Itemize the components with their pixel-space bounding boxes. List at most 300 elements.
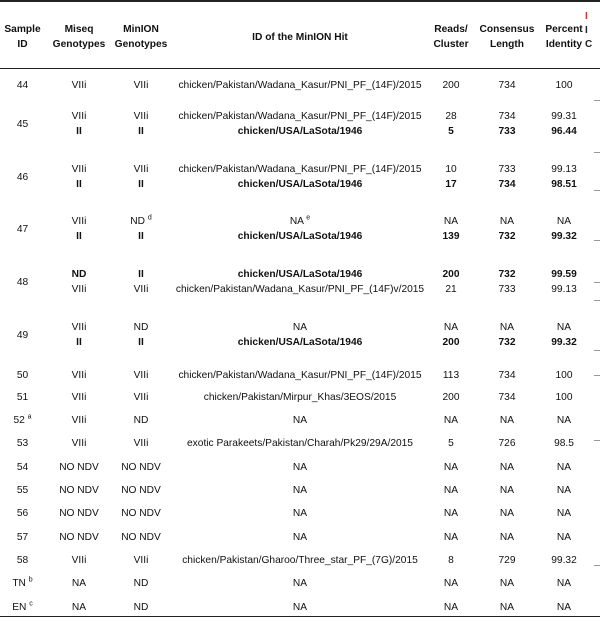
minion-genotype-cell-text: II [138, 337, 144, 348]
reads-cluster-cell-text: NA [443, 216, 459, 227]
consensus-length-cell-text: NA [499, 415, 515, 426]
minion-hit-id-cell-text: NA [292, 415, 308, 426]
minion-hit-id-cell-text: chicken/Pakistan/Wadana_Kasur/PNI_PF_(14F)/2015 [178, 111, 422, 122]
consensus-length-cell [477, 530, 537, 545]
table-row [0, 162, 600, 177]
minion-genotype-cell-text: VIIi [133, 164, 149, 175]
reads-cluster-cell [425, 390, 477, 405]
consensus-length-cell [477, 282, 537, 297]
consensus-length-cell-text: 734 [498, 111, 516, 122]
minion-genotype-cell [110, 576, 172, 591]
percent-identity-cell [538, 177, 590, 192]
sample-id-cell-text: 48 [16, 276, 29, 288]
consensus-length-cell [477, 460, 537, 475]
percent-identity-cell [538, 483, 590, 498]
miseq-genotype-cell-text: VIIi [71, 80, 87, 91]
percent-identity-cell [538, 78, 590, 93]
consensus-length-cell [477, 553, 537, 568]
minion-hit-id-cell-text: chicken/Pakistan/Wadana_Kasur/PNI_PF_(14F)/2015 [178, 80, 422, 91]
minion-hit-id-cell [175, 320, 425, 335]
reads-cluster-cell [425, 600, 477, 615]
table-row [0, 214, 600, 229]
consensus-length-cell [477, 368, 537, 383]
percent-identity-cell-text: 99.31 [551, 111, 577, 122]
table-row [0, 282, 600, 297]
table-row [0, 368, 600, 383]
reads-cluster-cell-text: NA [443, 485, 459, 496]
header-consensus-length: Consensus Length [479, 24, 535, 50]
consensus-length-cell-text: 734 [498, 80, 516, 91]
consensus-length-cell [477, 162, 537, 177]
minion-hit-id-cell [175, 436, 425, 451]
consensus-length-cell-text: 733 [498, 164, 516, 175]
reads-cluster-cell-text: NA [443, 508, 459, 519]
minion-hit-id-cell-text: NA [292, 532, 308, 543]
miseq-genotype-cell [50, 162, 108, 177]
minion-genotype-cell [110, 177, 172, 192]
miseq-genotype-cell-text: ND [71, 269, 87, 280]
miseq-genotype-cell-text: II [76, 179, 82, 190]
consensus-length-cell [477, 177, 537, 192]
sample-id-cell-text: 53 [16, 438, 29, 449]
minion-genotype-cell-text: II [138, 231, 144, 242]
sample-id-cell-text: 50 [16, 370, 29, 381]
reads-cluster-cell-text: NA [443, 415, 459, 426]
minion-hit-id-cell-text: NA [292, 508, 308, 519]
reads-cluster-cell-text: 10 [445, 164, 457, 175]
reads-cluster-cell [425, 436, 477, 451]
consensus-length-cell [477, 483, 537, 498]
minion-genotype-cell-text: NO NDV [121, 508, 161, 519]
minion-genotype-cell [110, 109, 172, 124]
consensus-length-cell [477, 320, 537, 335]
table-row [0, 229, 600, 244]
minion-hit-id-cell [175, 177, 425, 192]
percent-identity-cell-text: 100 [555, 392, 573, 403]
minion-genotype-cell [110, 335, 172, 350]
reads-cluster-cell-text: 28 [445, 111, 457, 122]
reads-cluster-cell [425, 576, 477, 591]
minion-genotype-cell-text: VIIi [133, 392, 149, 403]
minion-genotype-cell-text: NO NDV [121, 532, 161, 543]
percent-identity-cell-text: 96.44 [551, 126, 577, 137]
table-row [0, 436, 600, 451]
reads-cluster-cell [425, 506, 477, 521]
consensus-length-cell-text: 733 [498, 284, 516, 295]
sample-id-cell-text: 46 [16, 171, 29, 183]
minion-genotype-cell [110, 483, 172, 498]
percent-identity-cell [538, 124, 590, 139]
reads-cluster-cell-text: 200 [442, 337, 460, 348]
header-clipped-column: I I C [585, 11, 593, 50]
footnote-marker: e [306, 214, 311, 222]
consensus-length-cell [477, 436, 537, 451]
clipped-column-mark [594, 282, 600, 283]
consensus-length-cell [477, 267, 537, 282]
minion-genotype-cell-text: VIIi [133, 111, 149, 122]
table-row [0, 124, 600, 139]
percent-identity-cell [538, 436, 590, 451]
reads-cluster-cell [425, 177, 477, 192]
sample-id-cell-text: TN [12, 578, 26, 589]
percent-identity-cell-text: 98.51 [551, 179, 577, 190]
minion-hit-id-cell [175, 335, 425, 350]
consensus-length-cell-text: 732 [498, 269, 516, 280]
percent-identity-cell [538, 214, 590, 229]
minion-genotype-cell [110, 553, 172, 568]
percent-identity-cell-text: 99.13 [551, 164, 577, 175]
footnote-marker: b [28, 576, 33, 584]
minion-hit-id-cell-text: chicken/USA/LaSota/1946 [237, 337, 363, 348]
miseq-genotype-cell-text: NO NDV [59, 508, 99, 519]
minion-genotype-cell-text: ND [133, 578, 149, 589]
consensus-length-cell-text: 734 [498, 370, 516, 381]
percent-identity-cell-text: NA [556, 602, 572, 613]
minion-genotype-cell [110, 390, 172, 405]
clipped-column-mark [594, 300, 600, 301]
footnote-marker: c [29, 600, 33, 608]
consensus-length-cell [477, 109, 537, 124]
minion-genotype-cell [110, 214, 172, 229]
percent-identity-cell [538, 460, 590, 475]
minion-genotype-cell-text: VIIi [133, 80, 149, 91]
percent-identity-cell-text: NA [556, 462, 572, 473]
sample-id-cell-text: 45 [16, 118, 29, 130]
percent-identity-cell [538, 506, 590, 521]
miseq-genotype-cell-text: II [76, 231, 82, 242]
percent-identity-cell-text: NA [556, 508, 572, 519]
percent-identity-cell [538, 368, 590, 383]
percent-identity-cell-text: NA [556, 532, 572, 543]
clipped-column-mark [594, 565, 600, 566]
reads-cluster-cell [425, 320, 477, 335]
minion-hit-id-cell [175, 267, 425, 282]
percent-identity-cell [538, 320, 590, 335]
miseq-genotype-cell-text: VIIi [71, 392, 87, 403]
header-minion-hit-id: ID of the MinION Hit [252, 32, 348, 43]
miseq-genotype-cell [50, 530, 108, 545]
percent-identity-cell [538, 162, 590, 177]
reads-cluster-cell [425, 109, 477, 124]
miseq-genotype-cell [50, 282, 108, 297]
consensus-length-cell-text: NA [499, 508, 515, 519]
percent-identity-cell-text: NA [556, 485, 572, 496]
percent-identity-cell-text: 98.5 [554, 438, 574, 449]
reads-cluster-cell [425, 530, 477, 545]
consensus-length-cell [477, 335, 537, 350]
consensus-length-cell [477, 124, 537, 139]
consensus-length-cell [477, 214, 537, 229]
reads-cluster-cell-text: 200 [442, 392, 460, 403]
minion-genotype-cell-text: II [138, 269, 144, 280]
miseq-genotype-cell-text: II [76, 126, 82, 137]
percent-identity-cell [538, 109, 590, 124]
minion-genotype-cell [110, 162, 172, 177]
reads-cluster-cell [425, 335, 477, 350]
miseq-genotype-cell-text: VIIi [71, 164, 87, 175]
table-row [0, 553, 600, 568]
percent-identity-cell [538, 267, 590, 282]
consensus-length-cell-text: NA [499, 322, 515, 333]
table-row [0, 267, 600, 282]
minion-hit-id-cell [175, 124, 425, 139]
table-row [0, 78, 600, 93]
table-row [0, 483, 600, 498]
miseq-genotype-cell [50, 600, 108, 615]
consensus-length-cell-text: NA [499, 578, 515, 589]
minion-genotype-cell [110, 320, 172, 335]
footnote-marker: d [147, 214, 152, 222]
sample-id-cell-text: 58 [16, 555, 29, 566]
miseq-genotype-cell-text: II [76, 337, 82, 348]
percent-identity-cell-text: NA [556, 216, 572, 227]
reads-cluster-cell-text: NA [443, 462, 459, 473]
consensus-length-cell-text: 732 [498, 337, 516, 348]
percent-identity-cell-text: NA [556, 415, 572, 426]
reads-cluster-cell-text: 200 [442, 80, 460, 91]
minion-genotype-cell [110, 413, 172, 428]
miseq-genotype-cell [50, 124, 108, 139]
clipped-column-mark [594, 190, 600, 191]
percent-identity-cell-text: 99.13 [551, 284, 577, 295]
reads-cluster-cell-text: NA [443, 578, 459, 589]
percent-identity-cell-text: 100 [555, 370, 573, 381]
consensus-length-cell [477, 413, 537, 428]
consensus-length-cell [477, 229, 537, 244]
minion-hit-id-cell-text: chicken/USA/LaSota/1946 [237, 126, 363, 137]
table-top-rule [0, 0, 600, 2]
reads-cluster-cell [425, 214, 477, 229]
miseq-genotype-cell-text: VIIi [71, 370, 87, 381]
reads-cluster-cell [425, 483, 477, 498]
minion-hit-id-cell-text: chicken/Pakistan/Wadana_Kasur/PNI_PF_(14F)/2015 [178, 164, 422, 175]
consensus-length-cell [477, 78, 537, 93]
minion-genotype-cell [110, 267, 172, 282]
table-row [0, 335, 600, 350]
clipped-column-mark [594, 240, 600, 241]
minion-hit-id-cell-text: chicken/USA/LaSota/1946 [237, 179, 363, 190]
consensus-length-cell-text: NA [499, 532, 515, 543]
miseq-genotype-cell [50, 390, 108, 405]
sample-id-cell-text: 49 [16, 329, 29, 341]
minion-genotype-cell-text: II [138, 126, 144, 137]
miseq-genotype-cell-text: NO NDV [59, 532, 99, 543]
minion-genotype-cell-text: II [138, 179, 144, 190]
table-row [0, 600, 600, 615]
reads-cluster-cell-text: 21 [445, 284, 457, 295]
table-row [0, 390, 600, 405]
miseq-genotype-cell-text: VIIi [71, 284, 87, 295]
minion-genotype-cell-text: VIIi [133, 370, 149, 381]
header-bottom-rule [0, 68, 600, 69]
percent-identity-cell-text: NA [556, 322, 572, 333]
table-row [0, 413, 600, 428]
minion-hit-id-cell-text: chicken/Pakistan/Mirpur_Khas/3EOS/2015 [203, 392, 397, 403]
consensus-length-cell-text: 726 [498, 438, 516, 449]
table-bottom-rule [0, 616, 600, 617]
miseq-genotype-cell [50, 553, 108, 568]
consensus-length-cell [477, 600, 537, 615]
minion-hit-id-cell [175, 162, 425, 177]
minion-hit-id-cell-text: NA [292, 602, 308, 613]
miseq-genotype-cell [50, 214, 108, 229]
miseq-genotype-cell [50, 109, 108, 124]
percent-identity-cell [538, 282, 590, 297]
minion-genotype-cell [110, 436, 172, 451]
consensus-length-cell [477, 576, 537, 591]
percent-identity-cell-text: 99.59 [551, 269, 577, 280]
clipped-column-mark [594, 100, 600, 101]
minion-hit-id-cell-text: NA [292, 462, 308, 473]
miseq-genotype-cell [50, 78, 108, 93]
reads-cluster-cell-text: 139 [442, 231, 460, 242]
percent-identity-cell [538, 335, 590, 350]
minion-hit-id-cell [175, 368, 425, 383]
table-row [0, 460, 600, 475]
minion-genotype-cell-text: NO NDV [121, 485, 161, 496]
percent-identity-cell [538, 600, 590, 615]
miseq-genotype-cell [50, 483, 108, 498]
reads-cluster-cell [425, 368, 477, 383]
header-minion-genotypes: MinION Genotypes [114, 24, 168, 50]
miseq-genotype-cell-text: NO NDV [59, 462, 99, 473]
minion-hit-id-cell [175, 506, 425, 521]
percent-identity-cell [538, 530, 590, 545]
reads-cluster-cell [425, 553, 477, 568]
table-row [0, 576, 600, 591]
header-miseq-genotypes: Miseq Genotypes [52, 24, 106, 50]
minion-hit-id-cell [175, 600, 425, 615]
minion-hit-id-cell [175, 413, 425, 428]
minion-hit-id-cell [175, 530, 425, 545]
miseq-genotype-cell-text: NA [71, 578, 87, 589]
minion-hit-id-cell-text: chicken/Pakistan/Wadana_Kasur/PNI_PF_(14F)/2015 [178, 370, 422, 381]
minion-hit-id-cell-text: chicken/Pakistan/Wadana_Kasur/PNI_PF_(14F)v/2015 [175, 284, 425, 295]
consensus-length-cell-text: 732 [498, 231, 516, 242]
minion-genotype-cell [110, 368, 172, 383]
table-row [0, 109, 600, 124]
reads-cluster-cell [425, 78, 477, 93]
minion-hit-id-cell-text: chicken/Pakistan/Gharoo/Three_star_PF_(7G)/2015 [182, 555, 418, 566]
minion-hit-id-cell [175, 390, 425, 405]
minion-genotype-cell-text: ND [133, 602, 149, 613]
reads-cluster-cell-text: NA [443, 532, 459, 543]
consensus-length-cell-text: NA [499, 462, 515, 473]
reads-cluster-cell-text: 5 [448, 126, 454, 137]
header-reads-cluster: Reads/ Cluster [433, 24, 469, 50]
minion-genotype-cell [110, 460, 172, 475]
minion-hit-id-cell-text: NA [292, 578, 308, 589]
percent-identity-cell [538, 229, 590, 244]
minion-genotype-cell-text: VIIi [133, 284, 149, 295]
sample-id-cell-text: 51 [16, 392, 29, 403]
minion-hit-id-cell [175, 282, 425, 297]
miseq-genotype-cell [50, 320, 108, 335]
minion-genotype-cell [110, 530, 172, 545]
miseq-genotype-cell-text: VIIi [71, 322, 87, 333]
consensus-length-cell-text: NA [499, 602, 515, 613]
sample-id-cell-text: 52 [13, 415, 25, 426]
reads-cluster-cell [425, 124, 477, 139]
miseq-genotype-cell [50, 506, 108, 521]
clipped-column-mark [594, 350, 600, 351]
percent-identity-cell-text: 99.32 [551, 231, 577, 242]
miseq-genotype-cell-text: VIIi [71, 415, 87, 426]
miseq-genotype-cell [50, 368, 108, 383]
miseq-genotype-cell [50, 229, 108, 244]
reads-cluster-cell [425, 267, 477, 282]
minion-hit-id-cell [175, 576, 425, 591]
table-row [0, 506, 600, 521]
minion-genotype-cell-text: ND [133, 415, 149, 426]
minion-hit-id-cell [175, 214, 425, 229]
miseq-genotype-cell-text: VIIi [71, 216, 87, 227]
minion-genotype-cell-text: VIIi [133, 555, 149, 566]
consensus-length-cell [477, 506, 537, 521]
reads-cluster-cell [425, 413, 477, 428]
minion-hit-id-cell [175, 109, 425, 124]
minion-hit-id-cell-text: NA [289, 216, 304, 227]
sample-id-cell-text: 54 [16, 462, 29, 473]
sample-id-cell-text: 47 [16, 223, 29, 235]
miseq-genotype-cell [50, 335, 108, 350]
clipped-column-mark [594, 440, 600, 441]
consensus-length-cell-text: NA [499, 485, 515, 496]
miseq-genotype-cell [50, 436, 108, 451]
header-sample-id: Sample ID [4, 24, 41, 50]
minion-hit-id-cell-text: chicken/USA/LaSota/1946 [237, 231, 363, 242]
sample-id-cell-text: EN [12, 602, 27, 613]
reads-cluster-cell-text: NA [443, 322, 459, 333]
percent-identity-cell [538, 576, 590, 591]
reads-cluster-cell [425, 282, 477, 297]
minion-hit-id-cell [175, 553, 425, 568]
sample-id-cell-text: 56 [16, 508, 29, 519]
percent-identity-cell-text: NA [556, 578, 572, 589]
percent-identity-cell-text: 99.32 [551, 555, 577, 566]
miseq-genotype-cell-text: VIIi [71, 111, 87, 122]
percent-identity-cell-text: 99.32 [551, 337, 577, 348]
consensus-length-cell [477, 390, 537, 405]
header-percent-identity: Percent Identity [545, 24, 583, 50]
minion-hit-id-cell-text: exotic Parakeets/Pakistan/Charah/Pk29/29A/2015 [187, 438, 413, 449]
consensus-length-cell-text: 729 [498, 555, 516, 566]
table-row [0, 177, 600, 192]
minion-genotype-cell-text: VIIi [133, 438, 149, 449]
reads-cluster-cell [425, 460, 477, 475]
minion-hit-id-cell [175, 229, 425, 244]
miseq-genotype-cell-text: VIIi [71, 555, 87, 566]
reads-cluster-cell-text: 8 [448, 555, 454, 566]
consensus-length-cell-text: 734 [498, 179, 516, 190]
table-row [0, 320, 600, 335]
minion-genotype-cell [110, 506, 172, 521]
miseq-genotype-cell [50, 177, 108, 192]
minion-genotype-cell-text: ND [130, 216, 145, 227]
miseq-genotype-cell [50, 413, 108, 428]
minion-hit-id-cell-text: NA [292, 485, 308, 496]
minion-genotype-cell [110, 78, 172, 93]
reads-cluster-cell [425, 229, 477, 244]
miseq-genotype-cell [50, 460, 108, 475]
clipped-column-mark [594, 152, 600, 153]
miseq-genotype-cell-text: NO NDV [59, 485, 99, 496]
percent-identity-cell [538, 413, 590, 428]
miseq-genotype-cell [50, 267, 108, 282]
minion-genotype-cell [110, 229, 172, 244]
percent-identity-cell [538, 553, 590, 568]
reads-cluster-cell-text: 113 [442, 370, 460, 381]
